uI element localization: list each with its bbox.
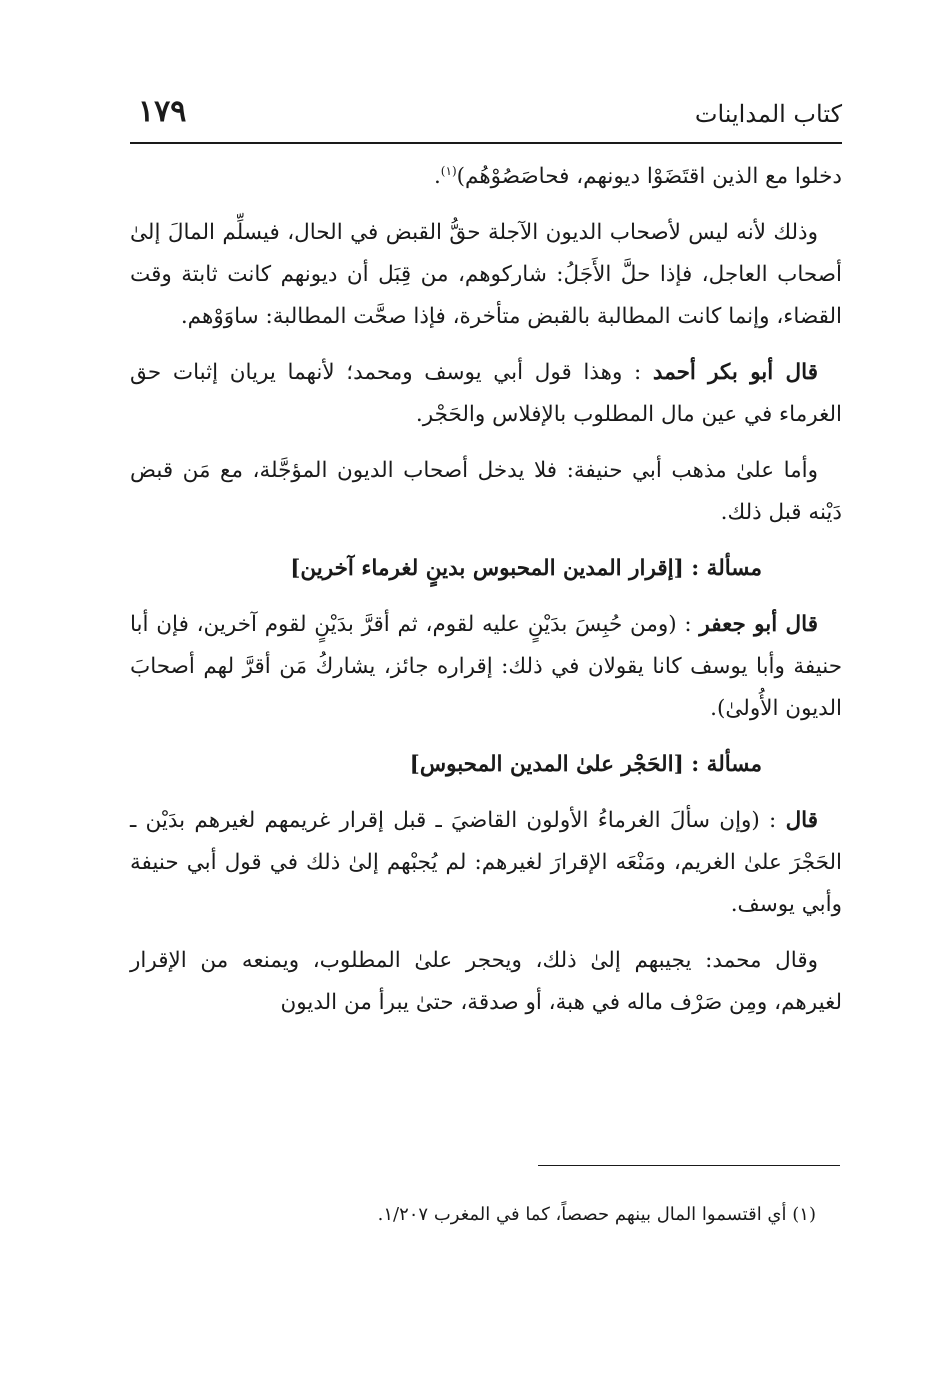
paragraph-6-text: : (وإن سألَ الغرماءُ الأولون القاضيَ ـ قبل إقرار غريمهم لغيرهم بدَيْن ـ الحَجْرَ علىٰ الغريم، ومَنْعَه الإقرارَ لغيرهم: لم يُجبْهم إلىٰ ذلك في قول أبي حنيفة وأبي يوسف.: [130, 808, 842, 917]
footnote-ref-1: (١): [440, 163, 457, 178]
paragraph-1-end: .: [433, 164, 441, 189]
paragraph-5-text: : (ومن حُبِسَ بدَيْنٍ عليه لقوم، ثم أقرَّ بدَيْنٍ لقوم آخرين، فإن أبا حنيفة وأبا يوسف كانا يقولان في ذلك: إقراره جائز، يشاركُ مَن أقرَّ لهم أصحابَ الديون الأُولىٰ).: [130, 612, 842, 721]
speaker-abu-bakr: قال أبو بكر أحمد: [652, 360, 818, 385]
paragraph-4: وأما علىٰ مذهب أبي حنيفة: فلا يدخل أصحاب الديون المؤجَّلة، مع مَن قبض دَيْنه قبل ذلك.: [130, 458, 842, 525]
footnote-1: [130, 1200, 840, 1230]
main-text: [130, 156, 842, 1038]
heading-2-label: مسألة :: [691, 752, 762, 777]
paragraph-1: [130, 156, 842, 198]
running-title: كتاب المداينات: [694, 100, 842, 128]
section-heading-1: [130, 548, 842, 590]
footnote-rule: [538, 1165, 840, 1166]
paragraph-1-text: دخلوا مع الذين اقتَضَوْا ديونهم، فحاصَصُوْهُم): [456, 164, 842, 189]
paragraph-3-text: : وهذا قول أبي يوسف ومحمد؛ لأنهما يريان إثبات حق الغرماء في عين مال المطلوب بالإفلاس والحَجْر.: [130, 360, 842, 427]
paragraph-7: وقال محمد: يجيبهم إلىٰ ذلك، ويحجر علىٰ المطلوب، ويمنعه من الإقرار لغيرهم، ومِن صَرْف ماله في هبة، أو صدقة، حتىٰ يبرأ من الديون: [130, 948, 842, 1015]
speaker-abu-jafar: قال أبو جعفر: [699, 612, 818, 637]
page-header: [130, 92, 842, 132]
heading-2-title: [الحَجْر علىٰ المدين المحبوس]: [409, 752, 684, 777]
paragraph-6: [130, 800, 842, 926]
section-heading-2: [130, 744, 842, 786]
footnote-1-marker: (١): [792, 1204, 816, 1225]
speaker-qala: قال: [785, 808, 819, 833]
paragraph-3: [130, 352, 842, 436]
page-number: ١٧٩: [138, 94, 187, 129]
heading-1-title: [إقرار المدين المحبوس بدينٍ لغرماء آخرين]: [290, 556, 684, 581]
paragraph-5: [130, 604, 842, 730]
header-rule: [130, 142, 842, 144]
footnote-1-text: أي اقتسموا المال بينهم حصصاً، كما في المغرب ١/٢٠٧.: [377, 1204, 787, 1225]
paragraph-2: وذلك لأنه ليس لأصحاب الديون الآجلة حقُّ القبض في الحال، فيسلِّم المالَ إلىٰ أصحاب العاجل، فإذا حلَّ الأَجَلُ: شاركوهم، من قِبَل أن ديونهم كانت ثابتة وقت القضاء، وإنما كانت المطالبة بالقبض متأخرة، فإذا صحَّت المطالبة: ساوَوْهم.: [130, 220, 842, 329]
heading-1-label: مسألة :: [691, 556, 762, 581]
